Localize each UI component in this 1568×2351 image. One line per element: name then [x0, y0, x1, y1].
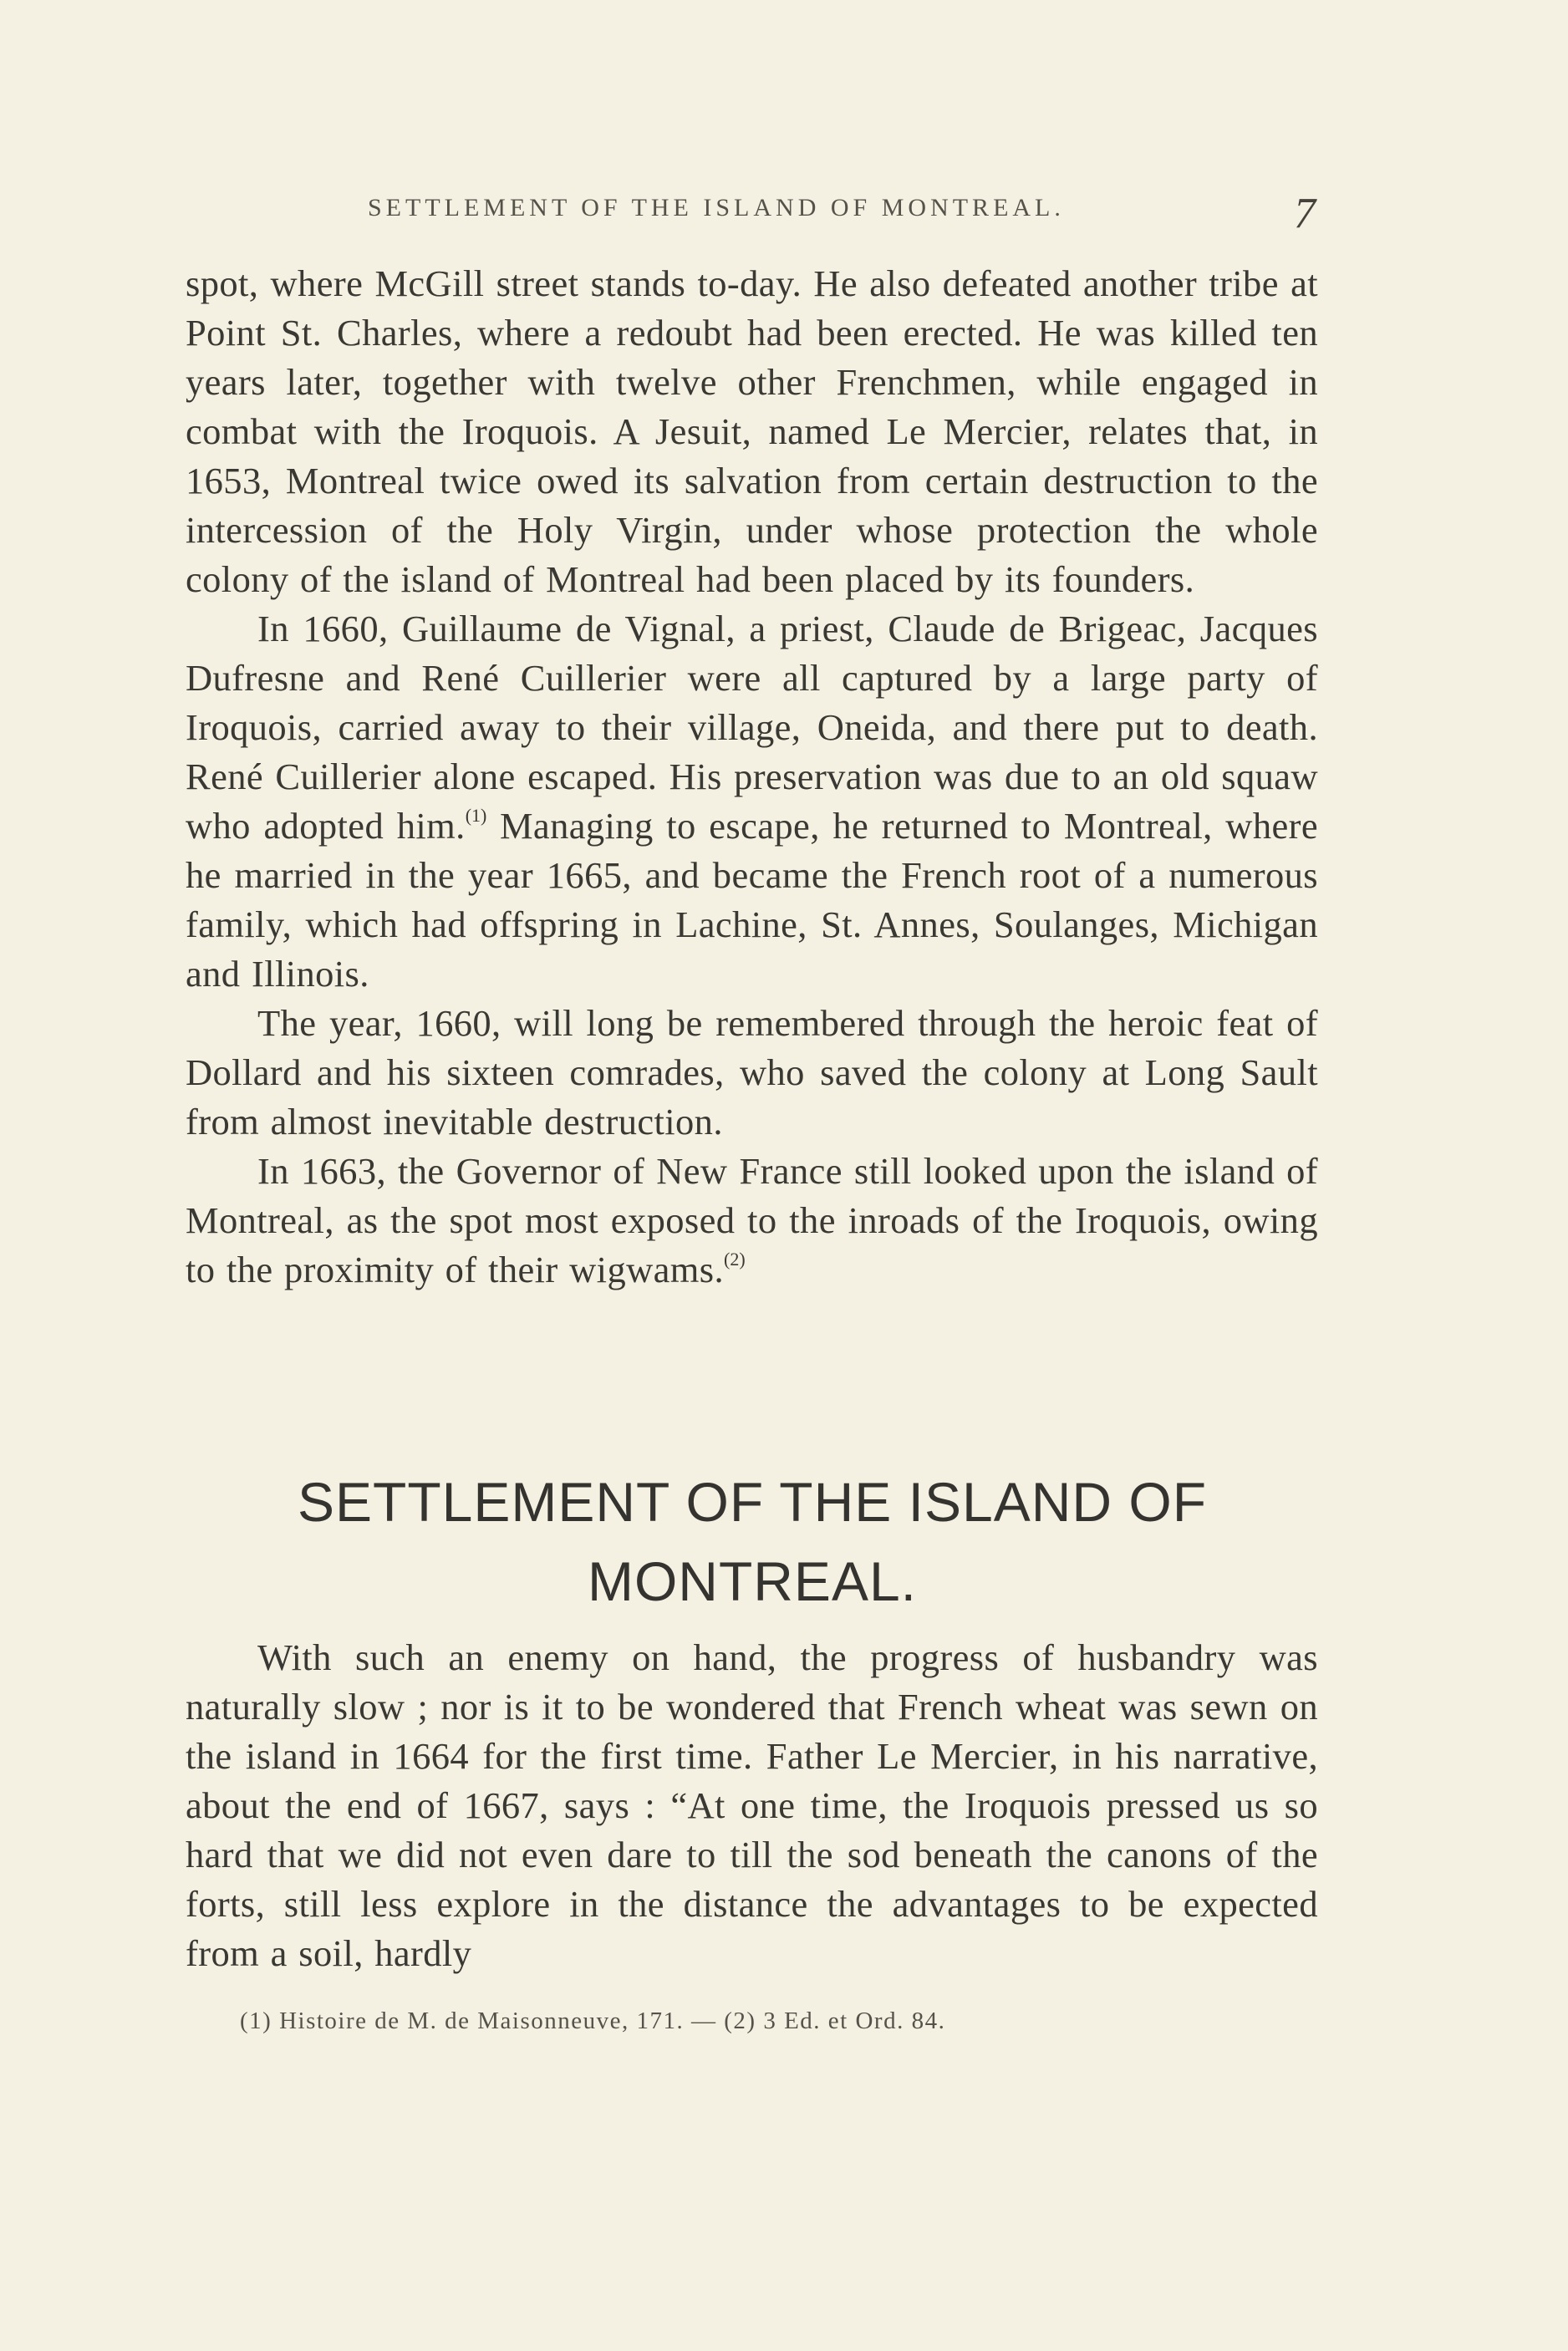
paragraph	[186, 1633, 1318, 1978]
paragraph	[186, 259, 1318, 604]
body-text-before-heading	[186, 259, 1318, 1295]
body-text-after-heading	[186, 1633, 1318, 1978]
paragraph-text: spot, where McGill street stands to-day. He also defeated another tribe at Point St. Charles, where a redoubt had been erected. He was killed ten years later, together with twelve other Frenchmen, while engaged in combat with the Iroquois. A Jesuit, named Le Mercier, relates that, in 1653, Montreal twice owed its salvation from certain destruction to the intercession of the Holy Virgin, under whose protection the whole colony of the island of Montreal had been placed by its founders.	[186, 262, 1318, 600]
paragraph	[186, 604, 1318, 999]
paragraph	[186, 1147, 1318, 1295]
paragraph-text: In 1663, the Governor of New France still looked upon the island of Montreal, as the spot most exposed to the inroads of the Iroquois, owing to the proximity of their wigwams.	[186, 1150, 1318, 1290]
page-number: 7	[1294, 190, 1316, 237]
footnote-reference: (2)	[724, 1249, 746, 1270]
running-title: SETTLEMENT OF THE ISLAND OF MONTREAL.	[368, 194, 1065, 221]
section-heading-line-2: MONTREAL.	[587, 1550, 918, 1612]
section-heading-line-1: SETTLEMENT OF THE ISLAND OF	[297, 1471, 1208, 1533]
paragraph	[186, 999, 1318, 1147]
paragraph-text: With such an enemy on hand, the progress of husbandry was naturally slow ; nor is it to be wondered that French wheat was sewn on the island in 1664 for the first time. Father Le Mercier, in his narrative, about the end of 1667, says : “At one time, the Iroquois pressed us so hard that we did not even dare to till the sod beneath the canons of the forts, still less explore in the distance the advantages to be expected from a soil, hardly	[186, 1636, 1318, 1974]
footnote-reference: (1)	[465, 805, 487, 826]
section-heading	[167, 1463, 1337, 1621]
running-head	[0, 189, 1568, 239]
footnotes: (1) Histoire de M. de Maisonneuve, 171. — (2) 3 Ed. et Ord. 84.	[240, 2008, 946, 2034]
paragraph-text: Managing to escape, he returned to Montreal, where he married in the year 1665, and became the French root of a numerous family, which had offspring in Lachine, St. Annes, Soulanges, Michigan and Illinois.	[186, 805, 1318, 995]
paragraph-text: In 1660, Guillaume de Vignal, a priest, Claude de Brigeac, Jacques Dufresne and René Cuillerier were all captured by a large party of Iroquois, carried away to their village, Oneida, and there put to death. René Cuillerier alone escaped. His preservation was due to an old squaw who adopted him.	[186, 608, 1318, 847]
paragraph-text: The year, 1660, will long be remembered through the heroic feat of Dollard and his sixteen comrades, who saved the colony at Long Sault from almost inevitable destruction.	[186, 1002, 1318, 1142]
